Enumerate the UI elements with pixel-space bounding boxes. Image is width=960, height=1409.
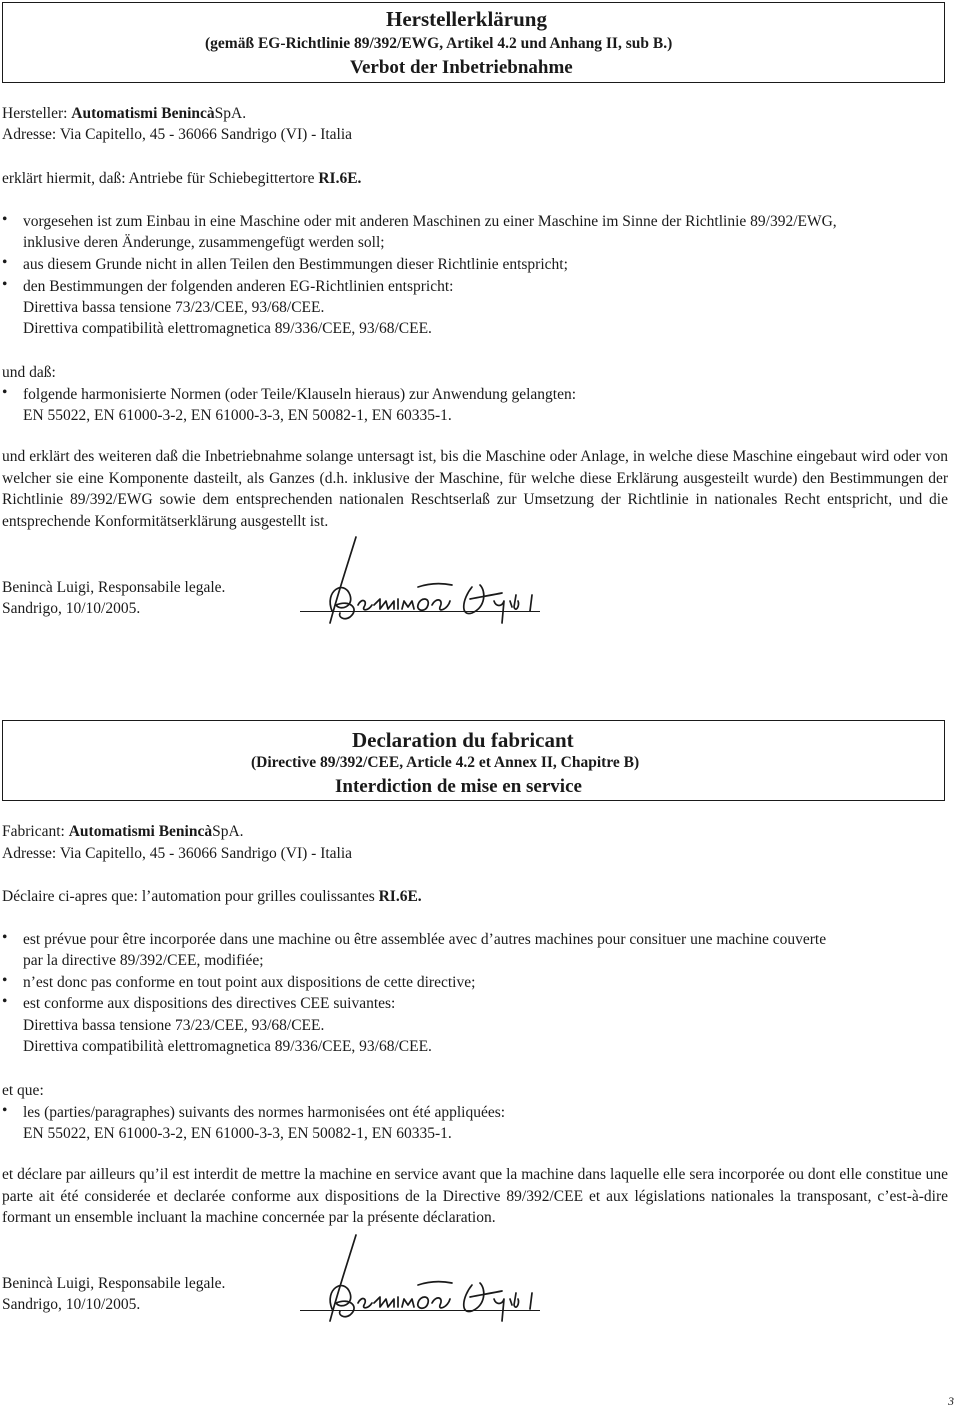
address-fr: Adresse: Via Capitello, 45 - 36066 Sandrigo (VI) - Italia bbox=[2, 845, 353, 862]
declares-line-fr bbox=[2, 886, 422, 907]
bullet3-de: den Bestimmungen der folgenden anderen EG-Richtlinien entspricht: bbox=[23, 278, 454, 295]
bullet1-line2-de: inklusive deren Änderunge, zusammengefügt werden soll; bbox=[23, 234, 385, 251]
and-that-fr: et que: bbox=[2, 1082, 44, 1099]
model-de: RI.6E. bbox=[318, 170, 362, 187]
closing-paragraph-de: und erklärt des weiteren daß die Inbetriebnahme solange untersagt ist, bis die Maschine oder Anlage, in welche diese Maschine eingebaut wird oder von welcher sie eine Komponente dasteilt, als Ganzes (d.h. inklusive der Maschine, für welche diese Erklärung ausgesteilt wurde) den Bestimmungen der Richtlinie 89/392/EWG sowie dem entsprechenden nationalen Reschtserlaß zur Umsetzung der Richtlinie in nationales Recht entspricht, und die entsprechende Konformitätserklärung ausgestellt ist. bbox=[2, 448, 948, 530]
third-title-fr: Interdiction de mise en service bbox=[335, 776, 582, 797]
bullet-marker: • bbox=[2, 254, 8, 271]
title-fr: Declaration du fabricant bbox=[352, 728, 574, 752]
bullet4-de: folgende harmonisierte Normen (oder Teile/Klauseln hieraus) zur Anwendung gelangten: bbox=[23, 386, 577, 403]
bullet4-fr: les (parties/paragraphes) suivants des normes harmonisées ont été appliquées: bbox=[23, 1104, 506, 1121]
bullet-marker: • bbox=[2, 211, 8, 228]
bullet2-de: aus diesem Grunde nicht in allen Teilen den Bestimmungen dieser Richtlinie entspricht; bbox=[23, 256, 568, 273]
place-date-fr: Sandrigo, 10/10/2005. bbox=[2, 1296, 141, 1313]
directive2-fr: Direttiva compatibilità elettromagnetica 89/336/CEE, 93/68/CEE. bbox=[23, 1038, 432, 1055]
model-fr: RI.6E. bbox=[378, 888, 422, 905]
signature-image bbox=[320, 535, 550, 635]
third-title-de: Verbot der Inbetriebnahme bbox=[350, 57, 573, 78]
signer-fr: Benincà Luigi, Responsabile legale. bbox=[2, 1275, 226, 1292]
maker-label-fr: Fabricant: bbox=[2, 823, 65, 840]
norms-de: EN 55022, EN 61000-3-2, EN 61000-3-3, EN 50082-1, EN 60335-1. bbox=[23, 407, 452, 424]
place-date-de: Sandrigo, 10/10/2005. bbox=[2, 600, 141, 617]
bullet-marker: • bbox=[2, 276, 8, 293]
closing-paragraph-fr: et déclare par ailleurs qu’il est interdit de mettre la machine en service avant que la machine dans laquelle elle sera incorporée ou dont elle constitue une parte ait été considerée et declarée conforme aux dispositions de la Directive 89/392/CEE et aux législations nationales la transposant, c’est-à-dire formant un ensemble incluant la machine concernée par la présente déclaration. bbox=[2, 1166, 948, 1226]
maker-line-de bbox=[2, 103, 246, 124]
and-that-de: und daß: bbox=[2, 364, 56, 381]
bullet-marker: • bbox=[2, 993, 8, 1010]
declares-text-fr: Déclaire ci-apres que: l’automation pour grilles coulissantes bbox=[2, 888, 375, 905]
maker-suffix-fr: SpA. bbox=[212, 823, 244, 840]
address-de: Adresse: Via Capitello, 45 - 36066 Sandrigo (VI) - Italia bbox=[2, 126, 353, 143]
declares-line-de bbox=[2, 168, 361, 189]
title-de: Herstellerklärung bbox=[386, 7, 547, 31]
bullet1-line1-fr: est prévue pour être incorporée dans une machine ou être assemblée avec d’autres machines pour consituer une machine couverte bbox=[23, 931, 827, 948]
maker-suffix-de: SpA. bbox=[214, 105, 247, 122]
subtitle-de: (gemäß EG-Richtlinie 89/392/EWG, Artikel 4.2 und Anhang II, sub B.) bbox=[205, 35, 673, 52]
signer-de: Benincà Luigi, Responsabile legale. bbox=[2, 579, 226, 596]
bullet-marker: • bbox=[2, 929, 8, 946]
maker-name-de: Automatismi Benincà bbox=[71, 105, 215, 122]
signature-image bbox=[320, 1233, 550, 1333]
bullet-marker: • bbox=[2, 384, 8, 401]
maker-label-de: Hersteller: bbox=[2, 105, 68, 122]
page-number: 3 bbox=[948, 1394, 954, 1408]
directive1-fr: Direttiva bassa tensione 73/23/CEE, 93/68/CEE. bbox=[23, 1017, 325, 1034]
subtitle-fr: (Directive 89/392/CEE, Article 4.2 et Annex II, Chapitre B) bbox=[251, 754, 640, 771]
bullet2-fr: n’est donc pas conforme en tout point aux dispositions de cette directive; bbox=[23, 974, 476, 991]
bullet-marker: • bbox=[2, 1102, 8, 1119]
bullet1-line1-de: vorgesehen ist zum Einbau in eine Maschine oder mit anderen Maschinen zu einer Maschine im Sinne der Richtlinie 89/392/EWG, bbox=[23, 213, 837, 230]
directive2-de: Direttiva compatibilità elettromagnetica 89/336/CEE, 93/68/CEE. bbox=[23, 320, 432, 337]
norms-fr: EN 55022, EN 61000-3-2, EN 61000-3-3, EN 50082-1, EN 60335-1. bbox=[23, 1125, 452, 1142]
bullet1-line2-fr: par la directive 89/392/CEE, modifiée; bbox=[23, 952, 264, 969]
maker-line-fr bbox=[2, 821, 244, 842]
bullet-marker: • bbox=[2, 972, 8, 989]
bullet3-fr: est conforme aux dispositions des directives CEE suivantes: bbox=[23, 995, 396, 1012]
declares-text-de: erklärt hiermit, daß: Antriebe für Schiebegittertore bbox=[2, 170, 315, 187]
maker-name-fr: Automatismi Benincà bbox=[68, 823, 213, 840]
directive1-de: Direttiva bassa tensione 73/23/CEE, 93/68/CEE. bbox=[23, 299, 325, 316]
